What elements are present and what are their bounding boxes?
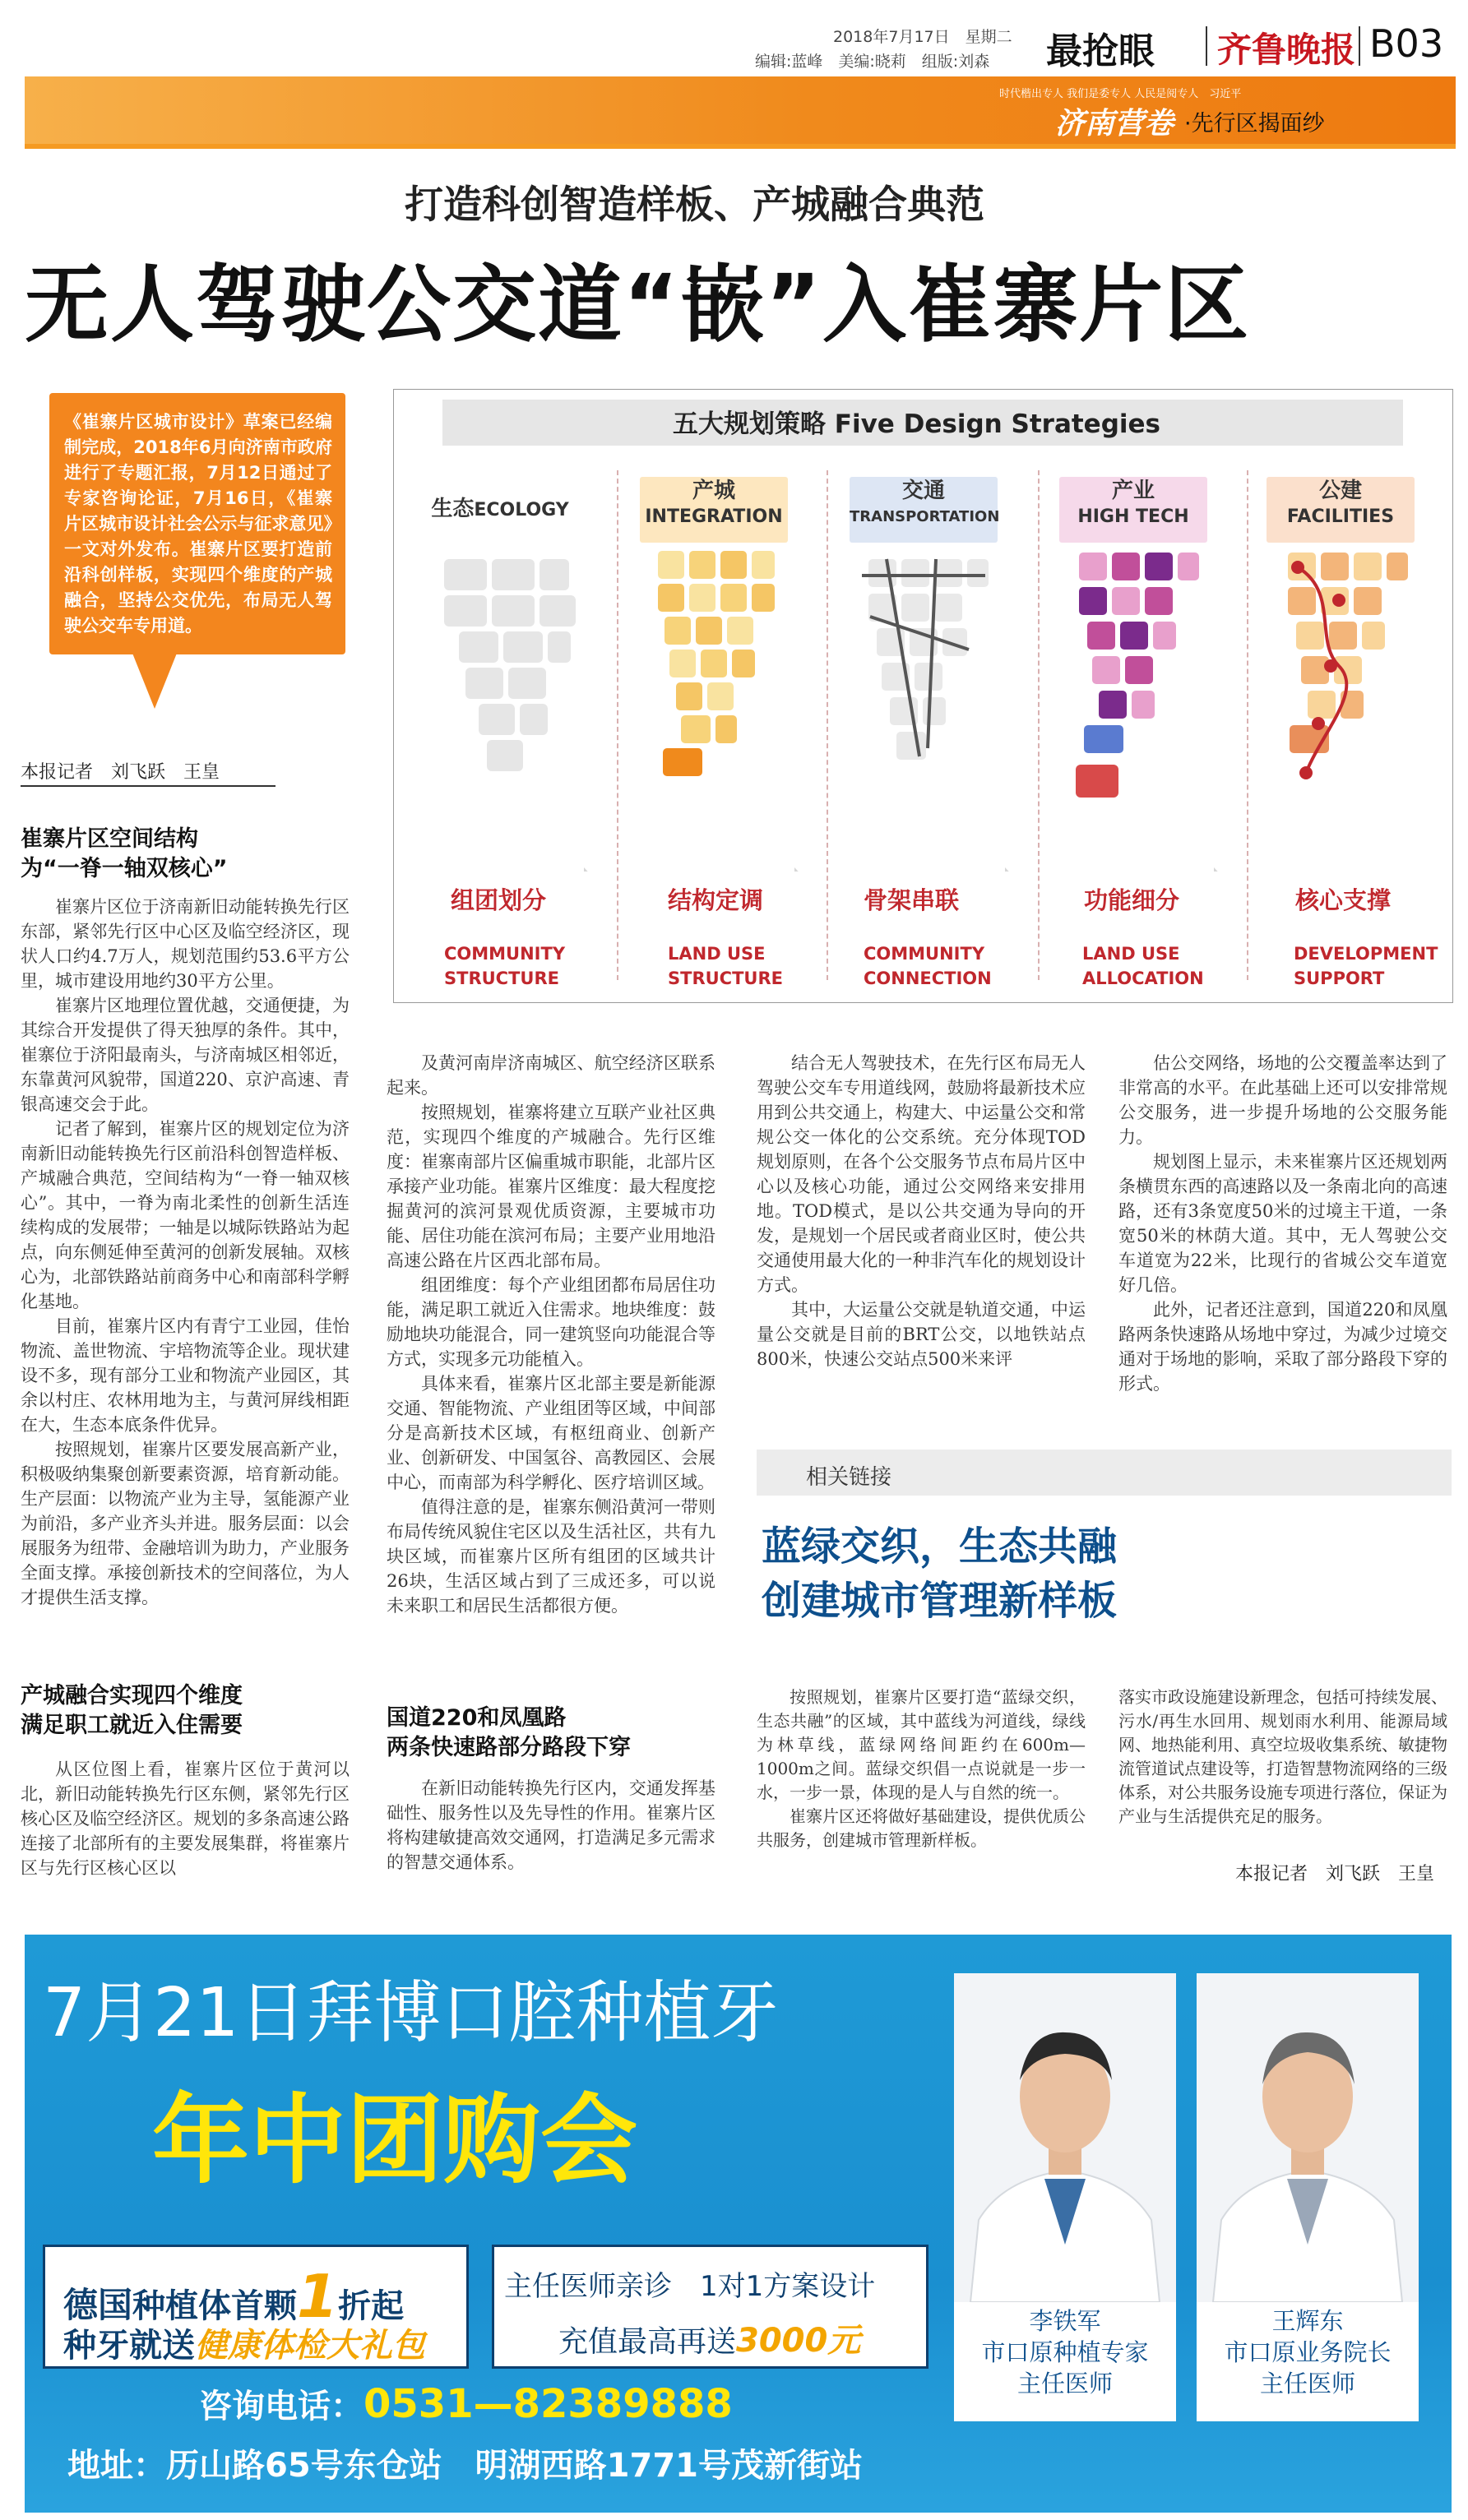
page-number: B03 bbox=[1369, 21, 1444, 66]
step-1-en: COMMUNITY STRUCTURE bbox=[444, 944, 566, 988]
related-col-left: 按照规划，崔寨片区要打造“蓝绿交织，生态共融”的区域，其中蓝线为河道线，绿线为林草线，蓝绿网络间距约在600m—1000m之间。蓝绿交织倡一点说就是一步一水，一步一景，体现的是人与自然的统一。 崔寨片区还将做好基础建设，提供优质公共服务，创建城市管理新样板。 bbox=[757, 1687, 1086, 1850]
related-byline: 本报记者 刘飞跃 王皇 bbox=[1235, 1864, 1435, 1884]
article-col-1b: 从区位图上看，崔寨片区位于黄河以北，新旧动能转换先行区东侧，紧邻先行区核心区及临空经济区。规划的多条高速公路连接了北部所有的主要发展集群，将崔寨片区与先行区核心区以 bbox=[21, 1759, 350, 1878]
category-transportation: 交通 TRANSPORTATION bbox=[850, 477, 998, 543]
band-stripe bbox=[25, 144, 1456, 149]
ad-offer-box-1: 德国种植体首颗1折起 种牙就送健康体检大礼包 bbox=[43, 2245, 469, 2369]
byline-rule bbox=[21, 785, 276, 787]
ad-offer-box-2: 主任医师亲诊 1对1方案设计 充值最高再送3000元 bbox=[492, 2245, 928, 2369]
step-4-en: LAND USE ALLOCATION bbox=[1082, 944, 1204, 988]
section-2-title: 产城融合实现四个维度 满足职工就近入住需要 bbox=[21, 1683, 243, 1738]
band-subtitle: ·先行区揭面纱 bbox=[1184, 111, 1325, 136]
related-col-right: 落实市政设施建设新理念，包括可持续发展、污水/再生水回用、规划雨水利用、能源局域网、地热能利用、真空垃圾收集系统、敏捷物流管道试点建设等，打造智慧物流网络的三级体系，对公共服务设施专项进行落位，保证为产业与生活提供充足的服务。 bbox=[1118, 1687, 1447, 1826]
category-integration: 产城 INTEGRATION bbox=[640, 477, 788, 543]
band-slogan: 时代楷出专人 我们是委专人 人民是阅专人 习近平 bbox=[999, 88, 1242, 100]
step-1-title: 组团划分 bbox=[451, 886, 547, 914]
date-line: 2018年7月17日 星期二 bbox=[833, 28, 1012, 46]
article-col-2a: 及黄河南岸济南城区、航空经济区联系起来。 按照规划，崔寨将建立互联产业社区典范，实现四个维度的产城融合。先行区维度：崔寨南部片区偏重城市职能，北部片区承接产业功能。崔寨片区维度：最大程度挖掘黄河的滨河景观优质资源，主要城市功能、居住功能在滨河布局；主要产业用地沿高速公路在片区西北部布局。 组团维度：每个产业组团都布局居住功能，满足职工就近入住需求。地块维度：鼓励地块功能混合，同一建筑竖向功能混合等方式，实现多元功能植入。 具体来看，崔寨片区北部主要是新能源交通、智能物流、产业组团等区域，中间部分是高新技术区域，有枢纽商业、创新产业、创新研发、中国氢谷、高教园区、会展中心，而南部为科学孵化、医疗培训区域。 值得注意的是，崔寨东侧沿黄河一带则布局传统风貌住宅区以及生活社区，共有九块区域，而崔寨片区所有组团的区域共计26块，生活区域占到了三成还多，可以说未来职工和居民生活都很方便。 bbox=[387, 1053, 715, 1616]
step-3-title: 骨架串联 bbox=[864, 886, 960, 914]
editors-line: 编辑:蓝峰 美编:晓莉 组版:刘森 bbox=[755, 53, 990, 71]
step-arrows bbox=[584, 867, 1225, 872]
doctor-2-portrait bbox=[1197, 1973, 1419, 2302]
ad-address: 地址：历山路65号东仓站 明湖西路1771号茂新街站 bbox=[67, 2447, 863, 2485]
diagram-ecology bbox=[444, 559, 576, 771]
article-col-3: 结合无人驾驶技术，在先行区布局无人驾驶公交车专用道线网，鼓励将最新技术应用到公共交通上，构建大、中运量公交和常规公交一体化的公交系统。充分体现TOD规划原则，在各个公交服务节点布局片区中心以及核心功能，通过公交网络来安排用地。TOD模式，是以公共交通为导向的开发，是规划一个居民或者商业区时，使公共交通使用最大化的一种非汽车化的规划设计方式。 其中，大运量公交就是轨道交通，中运量公交就是目前的BRT公交，以地铁站点800米，快速公交站点500米来评 bbox=[757, 1053, 1086, 1369]
band-title: 济南营卷 bbox=[1055, 107, 1174, 141]
doctor-card-2 bbox=[1197, 1973, 1419, 2421]
callout-tail bbox=[132, 651, 178, 709]
doctor-1-role: 主任医师 bbox=[1016, 2370, 1113, 2397]
section-1-title: 崔寨片区空间结构 为“一脊一轴双核心” bbox=[21, 826, 228, 881]
doctor-1-title: 市口原种植专家 bbox=[981, 2338, 1149, 2366]
paper-name: 齐鲁晚报 bbox=[1217, 30, 1356, 70]
doctor-1-portrait bbox=[954, 1973, 1176, 2302]
category-ecology: 生态ECOLOGY bbox=[431, 497, 569, 521]
doctor-1-name: 李铁军 bbox=[1029, 2307, 1101, 2335]
diagram-transportation bbox=[862, 559, 989, 760]
article-col-4: 估公交网络，场地的公交覆盖率达到了非常高的水平。在此基础上还可以安排常规公交服务，进一步提升场地的公交服务能力。 规划图上显示，未来崔寨片区还规划两条横贯东西的高速路以及一条南北向的高速路，还有3条宽度50米的过境主干道，一条宽50米的林荫大道。其中，无人驾驶公交车道宽为22米，比现行的省城公交车道宽好几倍。 此外，记者还注意到，国道220和凤凰路两条快速路从场地中穿过，为减少过境交通对于场地的影响，采取了部分路段下穿的形式。 bbox=[1118, 1053, 1447, 1394]
step-2-title: 结构定调 bbox=[668, 886, 764, 914]
step-4-title: 功能细分 bbox=[1084, 886, 1180, 914]
diagram-integration bbox=[658, 551, 775, 776]
strategy-diagrams bbox=[393, 543, 1452, 872]
diagram-hightech bbox=[1076, 553, 1199, 798]
ad-phone: 咨询电话：0531—82389888 bbox=[199, 2381, 733, 2427]
headline-deck: 打造科创智造样板、产城融合典范 bbox=[405, 183, 984, 228]
step-2-en: LAND USE STRUCTURE bbox=[668, 944, 783, 988]
header-divider-2 bbox=[1359, 26, 1360, 66]
article-col-2b: 在新旧动能转换先行区内，交通发挥基础性、服务性以及先导性的作用。崔寨片区将构建敏捷高效交通网，打造满足多元需求的智慧交通体系。 bbox=[387, 1778, 715, 1872]
related-label: 相关链接 bbox=[806, 1465, 892, 1490]
doctor-2-name: 王辉东 bbox=[1271, 2307, 1344, 2335]
step-3-en: COMMUNITY CONNECTION bbox=[864, 944, 992, 988]
doctor-2-role: 主任医师 bbox=[1259, 2370, 1355, 2397]
ad-title-event: 年中团购会 bbox=[152, 2083, 638, 2197]
ad-title-date: 7月21日拜博口腔种植牙 bbox=[43, 1974, 779, 2052]
headline-main: 无人驾驶公交道“嵌”入崔寨片区 bbox=[25, 257, 1251, 354]
category-hightech: 产业 HIGH TECH bbox=[1059, 477, 1207, 543]
category-facilities: 公建 FACILITIES bbox=[1267, 477, 1415, 543]
header-divider bbox=[1206, 26, 1207, 66]
step-5-en: DEVELOPMENT SUPPORT bbox=[1294, 944, 1438, 988]
column-name: 最抢眼 bbox=[1046, 30, 1155, 72]
diagram-facilities bbox=[1288, 553, 1408, 779]
callout-text: 《崔寨片区城市设计》草案已经编制完成，2018年6月向济南市政府进行了专题汇报，7月12日通过了专家咨询论证，7月16日，《崔寨片区城市设计社会公示与征求意见》一文对外发布。崔寨片区要打造前沿科创样板，实现四个维度的产城融合，坚持公交优先，布局无人驾驶公交车专用道。 bbox=[64, 412, 332, 636]
related-title: 蓝绿交织，生态共融 创建城市管理新样板 bbox=[762, 1524, 1118, 1624]
figure-title: 五大规划策略 Five Design Strategies bbox=[673, 409, 1160, 439]
step-5-title: 核心支撑 bbox=[1295, 886, 1392, 914]
section-3-title: 国道220和凤凰路 两条快速路部分路段下穿 bbox=[387, 1705, 631, 1760]
byline: 本报记者 刘飞跃 王皇 bbox=[21, 762, 220, 783]
doctor-2-title: 市口原业务院长 bbox=[1224, 2338, 1392, 2366]
article-col-1a: 崔寨片区位于济南新旧动能转换先行区东部，紧邻先行区中心区及临空经济区，现状人口约4.7万人，规划范围约53.6平方公里，城市建设用地约30平方公里。 崔寨片区地理位置优越，交通便捷，为其综合开发提供了得天独厚的条件。其中，崔寨位于济阳最南头，与济南城区相邻近，东靠黄河风貌带，国道220、京沪高速、青银高速交会于此。 记者了解到，崔寨片区的规划定位为济南新旧动能转换先行区前沿科创智造样板、产城融合典范，空间结构为“一脊一轴双核心”。其中，一脊为南北柔性的创新生活连续构成的发展带；一轴是以城际铁路站为起点，向东侧延伸至黄河的创新发展轴。双核心为，北部铁路站前商务中心和南部科学孵化基地。 目前，崔寨片区内有青宁工业园，佳怡物流、盖世物流、宇培物流等企业。现状建设不多，现有部分工业和物流产业园区，其余以村庄、农林用地为主，与黄河屏线相距在大，生态本底条件优异。 按照规划，崔寨片区要发展高新产业，积极吸纳集聚创新要素资源，培育新动能。生产层面：以物流产业为主导，氢能源产业为前沿，多产业齐头并进。服务层面：以会展服务为纽带、金融培训为助力，产业服务全面支撑。承接创新技术的空间落位，为人才提供生活支撑。 bbox=[21, 897, 350, 1607]
doctor-card-1 bbox=[954, 1973, 1176, 2421]
